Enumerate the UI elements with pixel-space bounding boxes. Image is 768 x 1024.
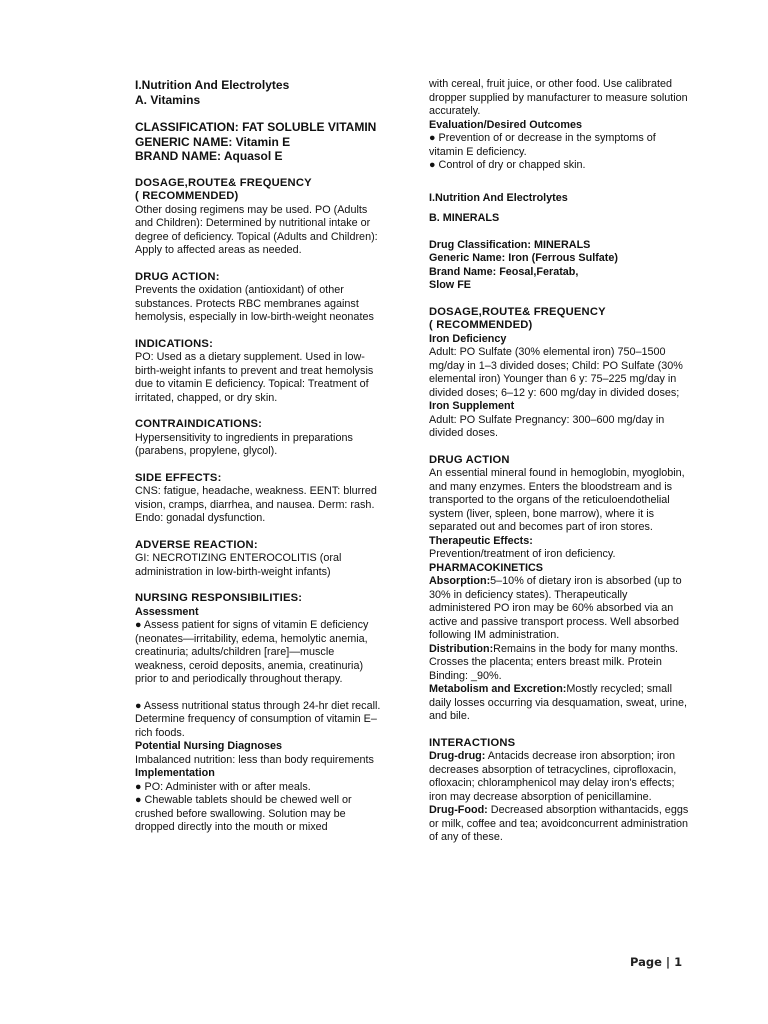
right-column [429, 78, 691, 845]
metabolism-paragraph [429, 683, 691, 724]
indications-text: PO: Used as a dietary supplement. Used in low-birth-weight infants to prevent and treat hemolysis due to vitamin E deficiency. Topical: Treatment of irritated, chapped, or dry skin. [135, 351, 374, 404]
drug-drug-label: Drug-drug: [429, 750, 486, 762]
drug-food-paragraph [429, 804, 691, 845]
diagnoses-heading: Potential Nursing Diagnoses [135, 740, 282, 752]
therapeutic-heading: Therapeutic Effects: [429, 534, 533, 547]
adverse-reaction-heading: ADVERSE REACTION: [135, 538, 258, 551]
side-effects-heading: SIDE EFFECTS: [135, 471, 222, 484]
drug-drug-paragraph [429, 750, 691, 804]
absorption-label: Absorption: [429, 575, 491, 587]
dosage-heading-sub: ( RECOMMENDED) [135, 190, 239, 202]
assessment-heading: Assessment [135, 605, 199, 618]
dosage-heading: DOSAGE,ROUTE& FREQUENCY [429, 305, 606, 318]
therapeutic-text: Prevention/treatment of iron deficiency. [429, 548, 616, 560]
metabolism-label: Metabolism and Excretion: [429, 683, 567, 695]
continued-text: with cereal, fruit juice, or other food. Use calibrated dropper supplied by manufacturer to measure solution accurately. [429, 78, 688, 117]
distribution-paragraph [429, 643, 691, 684]
section-subtitle: A. Vitamins [135, 92, 201, 107]
drug-action-text: An essential mineral found in hemoglobin, myoglobin, and many enzymes. Enters the bloodstream and is transported to the organs of the reticuloendothelial system (liver, spleen, bone marrow), where it is separated out and becomes part of iron stores. [429, 467, 685, 533]
drug-action-text: Prevents the oxidation (antioxidant) of other substances. Protects RBC membranes against hemolysis, especially in low-birth-weight neonates [135, 284, 374, 323]
indications-heading: INDICATIONS: [135, 337, 214, 350]
drug-food-label: Drug-Food: [429, 804, 488, 816]
absorption-paragraph [429, 575, 691, 643]
diagnoses-text: Imbalanced nutrition: less than body requirements [135, 753, 374, 766]
drug-drug-text: Antacids decrease iron absorption; iron decreases absorption of tetracyclines, ciprofloxacin, ofloxacin; chloramphenicol may delay iron's effects; iron may decrease absorption of penicillamine. [429, 750, 677, 803]
section-title: I.Nutrition And Electrolytes [429, 191, 568, 204]
interactions-heading: INTERACTIONS [429, 736, 516, 749]
generic-name: GENERIC NAME: Vitamin E [135, 134, 291, 149]
absorption-text: 5–10% of dietary iron is absorbed (up to 30% in deficiency states). Therapeutically administered PO iron may be 60% absorbed via an active and passive transport process. Well absorbed following IM administration. [429, 575, 682, 641]
contraindications-heading: CONTRAINDICATIONS: [135, 418, 263, 430]
iron-supplement-heading: Iron Supplement [429, 400, 515, 412]
dosage-text: Other dosing regimens may be used. PO (Adults and Children): Determined by nutritional intake or degree of deficiency. Topical (Adults and Children): Apply to affected areas as needed. [135, 203, 378, 256]
iron-deficiency-text: Adult: PO Sulfate (30% elemental iron) 750–1500 mg/day in 1–3 divided doses; Child: PO Sulfate (30% elemental iron) Younger than 6 y: 75–225 mg/day in divided doses; 6–12 y: 600 mg/day in divided doses; [429, 346, 683, 399]
implementation-item: ● PO: Administer with or after meals. [135, 780, 311, 793]
left-column [135, 78, 385, 835]
assessment-item: ● Assess patient for signs of vitamin E deficiency (neonates—irritability, edema, hemolytic anemia, creatinuria; adults/children [rare]—muscle weakness, ceroid deposits, anemia, creatinuria) prior to and periodically throughout therapy. [135, 619, 369, 685]
evaluation-item: ● Prevention of or decrease in the symptoms of vitamin E deficiency. [429, 132, 656, 158]
classification: CLASSIFICATION: FAT SOLUBLE VITAMIN [135, 120, 377, 134]
generic-name: Generic Name: Iron (Ferrous Sulfate) [429, 252, 618, 264]
pharmacokinetics-heading: PHARMACOKINETICS [429, 561, 543, 574]
distribution-text: Remains in the body for many months. Crosses the placenta; enters breast milk. Protein Binding: _90%. [429, 642, 679, 682]
section-subtitle: B. MINERALS [429, 212, 500, 224]
brand-name-cont: Slow FE [429, 279, 471, 291]
metabolism-text: Mostly recycled; small daily losses occurring via desquamation, sweat, urine, and bile. [429, 683, 688, 722]
drug-action-heading: DRUG ACTION: [135, 270, 220, 283]
evaluation-item: ● Control of dry or chapped skin. [429, 159, 586, 171]
adverse-reaction-text: GI: NECROTIZING ENTEROCOLITIS (oral administration in low-birth-weight infants) [135, 552, 342, 578]
evaluation-heading: Evaluation/Desired Outcomes [429, 118, 583, 131]
page-number: Page | 1 [630, 955, 683, 969]
implementation-heading: Implementation [135, 767, 215, 779]
brand-name: Brand Name: Feosal,Feratab, [429, 265, 579, 278]
dosage-heading: DOSAGE,ROUTE& FREQUENCY [135, 176, 312, 189]
contraindications-text: Hypersensitivity to ingredients in preparations (parabens, propylene, glycol). [135, 431, 353, 457]
dosage-heading-sub: ( RECOMMENDED) [429, 319, 533, 331]
distribution-label: Distribution: [429, 642, 494, 655]
side-effects-text: CNS: fatigue, headache, weakness. EENT: blurred vision, cramps, diarrhea, and nausea. Derm: rash. Endo: gonadal dysfunction. [135, 485, 377, 524]
iron-deficiency-heading: Iron Deficiency [429, 332, 507, 345]
assessment-item: ● Assess nutritional status through 24-hr diet recall. Determine frequency of consumption of vitamin E–rich foods. [135, 699, 381, 739]
iron-supplement-text: Adult: PO Sulfate Pregnancy: 300–600 mg/day in divided doses. [429, 413, 665, 439]
brand-name: BRAND NAME: Aquasol E [135, 149, 283, 163]
section-title: I.Nutrition And Electrolytes [135, 78, 290, 92]
nursing-heading: NURSING RESPONSIBILITIES: [135, 592, 303, 604]
drug-food-text: Decreased absorption withantacids, eggs or milk, coffee and tea; avoidconcurrent administration of any of these. [429, 804, 689, 843]
drug-classification: Drug Classification: MINERALS [429, 238, 591, 251]
implementation-item: ● Chewable tablets should be chewed well or crushed before swallowing. Solution may be dropped directly into the mouth or mixed [135, 794, 352, 833]
drug-action-heading: DRUG ACTION [429, 453, 510, 466]
